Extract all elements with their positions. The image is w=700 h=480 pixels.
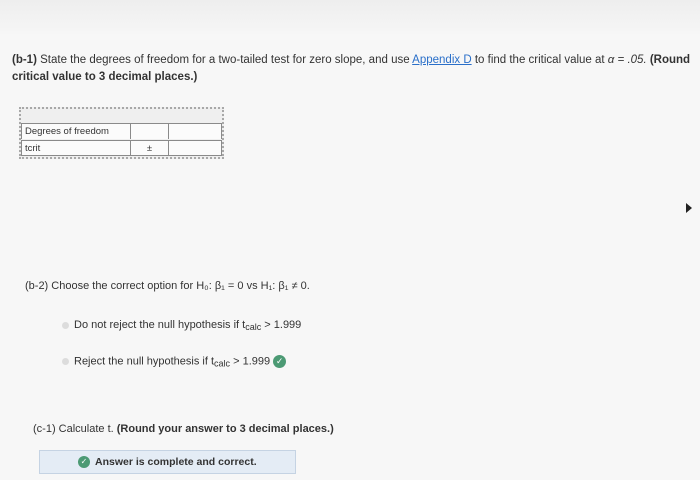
option-reject[interactable] <box>62 355 286 368</box>
question-text-2: to find the critical value at <box>471 54 608 66</box>
radio-button[interactable] <box>62 358 69 365</box>
answer-status-banner <box>39 450 296 474</box>
question-text: State the degrees of freedom for a two-tailed test for zero slope, and use <box>36 54 413 66</box>
question-c1 <box>33 423 334 435</box>
question-b1 <box>12 52 700 86</box>
option-threshold: > 1.999 <box>230 355 271 368</box>
df-blank-cell <box>168 124 222 139</box>
question-text: Calculate t. <box>55 423 114 435</box>
question-number: (c-1) <box>33 423 56 435</box>
question-number: (b-1) <box>12 54 37 66</box>
appendix-link[interactable]: Appendix D <box>412 54 472 66</box>
df-label: Degrees of freedom <box>21 124 130 139</box>
option-text: Do not reject the null hypothesis if t <box>74 319 246 331</box>
header-band <box>0 0 700 34</box>
question-text: Choose the correct option for H₀: β₁ = 0 vs H₁: β₁ ≠ 0. <box>48 280 310 292</box>
plus-minus-sign: ± <box>130 141 168 155</box>
table-row <box>21 123 222 139</box>
cursor-arrow-icon <box>686 203 692 213</box>
option-do-not-reject[interactable] <box>62 319 301 332</box>
question-b2 <box>25 280 310 292</box>
option-threshold: > 1.999 <box>261 319 302 331</box>
rounding-instruction: (Round your answer to 3 decimal places.) <box>113 423 334 435</box>
alpha-value: α = .05. <box>607 54 647 66</box>
option-subscript: calc <box>214 358 231 369</box>
option-subscript: calc <box>245 322 262 332</box>
checkmark-circle-icon: ✓ <box>78 456 90 468</box>
tcrit-label: tcrit <box>21 141 130 155</box>
option-text: Reject the null hypothesis if t <box>74 355 215 368</box>
df-answer-cell[interactable] <box>130 124 168 139</box>
radio-button[interactable] <box>62 322 69 329</box>
answer-table <box>19 107 224 159</box>
answer-status-text: Answer is complete and correct. <box>95 456 257 468</box>
tcrit-answer-cell[interactable] <box>168 141 222 155</box>
checkmark-circle-icon: ✓ <box>273 355 286 368</box>
question-number: (b-2) <box>25 280 49 292</box>
table-row <box>21 140 222 156</box>
rounding-instruction: (Round critical value to 3 decimal places.) <box>12 54 691 83</box>
